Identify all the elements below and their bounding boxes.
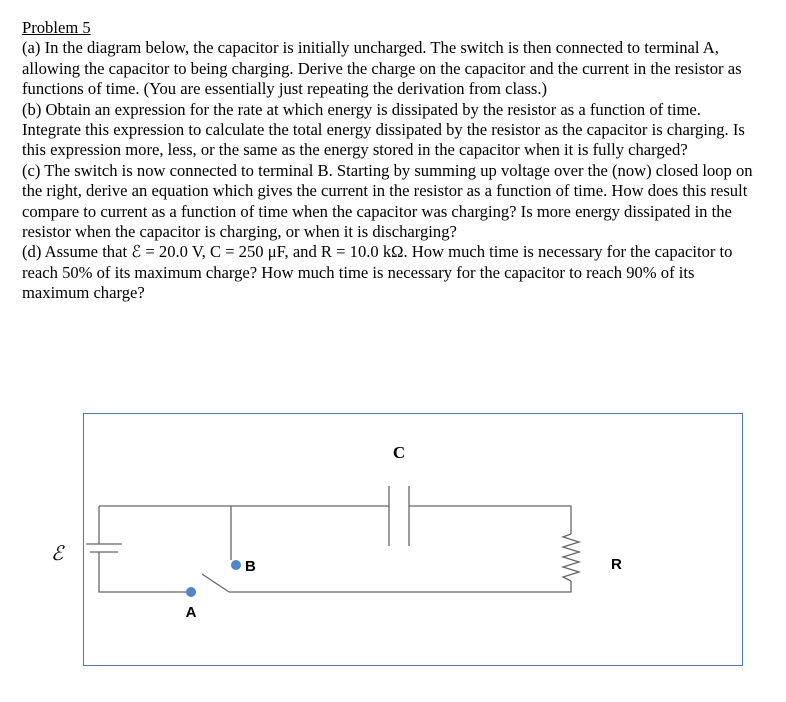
problem-title: Problem 5 bbox=[22, 18, 91, 37]
switch-blade bbox=[202, 574, 229, 592]
terminal-a-label: A bbox=[185, 604, 197, 621]
terminal-b-label: B bbox=[245, 558, 256, 575]
circuit-wires bbox=[86, 486, 579, 592]
emf-label: ℰ bbox=[50, 543, 64, 565]
terminal-b-dot bbox=[231, 560, 241, 570]
part-b-text: (b) Obtain an expression for the rate at which energy is dissipated by the resistor as a function of time. Integrate this expression to calculate the total energy dissipated by the resistor as the capacitor is charging. Is this expression more, less, or the same as the energy stored in the capacitor when it is fully charged? bbox=[22, 99, 745, 160]
part-c-text: (c) The switch is now connected to terminal B. Starting by summing up voltage over the (now) closed loop on the right, derive an equation which gives the current in the resistor as a function of time. How does this result compare to current as a function of time when the capacitor was charging? Is more energy dissipated in the resistor when the capacitor is charging, or when it is discharging? bbox=[22, 160, 753, 242]
left-wire-lower bbox=[99, 552, 186, 592]
part-a-text: (a) In the diagram below, the capacitor is initially uncharged. The switch is then connected to terminal A, allowing the capacitor to being charging. Derive the charge on the capacitor and the current in the resistor as functions of time. (You are essentially just repeating the derivation from class.) bbox=[22, 38, 742, 99]
resistor-label: R bbox=[611, 556, 622, 573]
circuit-svg bbox=[50, 414, 744, 667]
capacitor-label: C bbox=[392, 443, 406, 462]
top-wire-right bbox=[409, 506, 571, 534]
terminal-a-dot bbox=[186, 587, 196, 597]
problem-text bbox=[22, 18, 762, 304]
circuit-diagram bbox=[50, 413, 743, 666]
part-d-text: (d) Assume that ℰ = 20.0 V, C = 250 μF, and R = 10.0 kΩ. How much time is necessary for the capacitor to reach 50% of its maximum charge? How much time is necessary for the capacitor to reach 90% of its maximum charge? bbox=[22, 242, 733, 303]
resistor-zigzag bbox=[563, 534, 579, 581]
bottom-wire-right bbox=[229, 581, 571, 592]
